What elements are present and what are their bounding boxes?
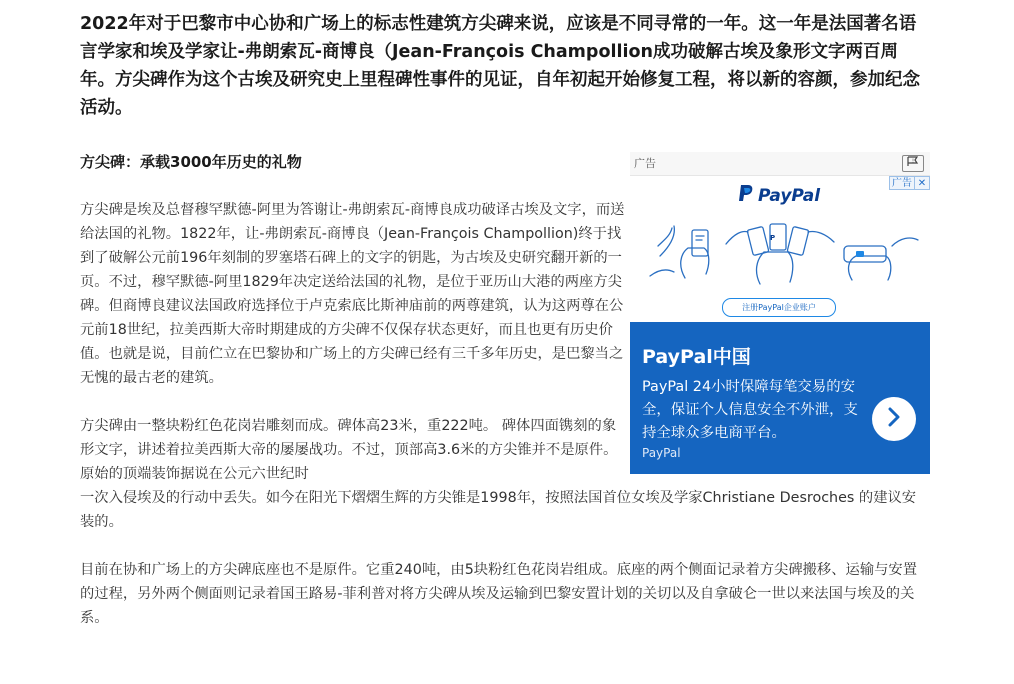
section-heading: 方尖碑：承载3000年历史的礼物	[80, 153, 302, 171]
ad-tag-label: 广告	[889, 176, 915, 190]
svg-text:P: P	[770, 234, 776, 242]
article-paragraph-2-continued: 一次入侵埃及的行动中丢失。如今在阳光下熠熠生辉的方尖锥是1998年，按照法国首位女埃及学家Christiane Desroches 的建议安装的。	[80, 490, 917, 530]
text-column	[80, 198, 625, 486]
ad-header	[630, 152, 930, 176]
article-paragraph-3: 目前在协和广场上的方尖碑底座也不是原件。它重240吨，由5块粉红色花岗岩组成。底座的两个侧面记录着方尖碑搬移、运输与安置的过程，另外两个侧面则记录着国王路易-菲利普对将方尖碑从埃及运输到巴黎安置计划的关切以及自拿破仑一世以来法国与埃及的关系。	[80, 562, 918, 626]
report-flag-icon[interactable]	[902, 155, 924, 172]
ad-creative[interactable]	[630, 176, 930, 474]
ad-title[interactable]: PayPal中国	[642, 346, 751, 368]
article-paragraph-2: 方尖碑由一整块粉红色花岗岩雕刻而成。碑体高23米，重222吨。 碑体四面镌刻的象形文字，讲述着拉美西斯大帝的屡屡战功。不过，顶部高3.6米的方尖锥并不是原件。原始的顶端装饰据说在公元六世纪时	[80, 418, 618, 482]
paypal-logo-icon	[738, 184, 754, 207]
article-paragraph-1: 方尖碑是埃及总督穆罕默德-阿里为答谢让-弗朗索瓦-商博良成功破译古埃及文字，而送给法国的礼物。1822年，让-弗朗索瓦-商博良（Jean-François Champollion)终于找到了破解公元前196年刻制的罗塞塔石碑上的文字的钥匙，为古埃及史研究翻开新的一页。不过，穆罕默德-阿里1829年决定送给法国的礼物，是位于亚历山大港的两座方尖碑。但商博良建议法国政府选择位于卢克索底比斯神庙前的两尊建筑，认为这两尊在公元前18世纪，拉美西斯大帝时期建成的方尖碑不仅保存状态更好，而且也更有历史价值。也就是说，目前伫立在巴黎协和广场上的方尖碑已经有三千多年历史，是巴黎当之无愧的最古老的建筑。	[80, 202, 625, 386]
ad-brand-name: PayPal	[642, 446, 681, 460]
ad-choice-tag[interactable]	[889, 176, 930, 190]
close-icon[interactable]: ✕	[915, 176, 930, 190]
register-business-account-button[interactable]: 注册PayPal企业账户	[722, 298, 836, 317]
chevron-right-icon	[886, 407, 902, 431]
svg-text:!: !	[912, 158, 915, 165]
ad-header-label: 广告	[634, 157, 656, 170]
ad-illustration-panel	[630, 176, 930, 322]
article-lead: 2022年对于巴黎市中心协和广场上的标志性建筑方尖碑来说，应该是不同寻常的一年。这一年是法国著名语言学家和埃及学家让-弗朗索瓦-商博良（Jean-François Champollion成功破解古埃及象形文字两百周年。方尖碑作为这个古埃及研究史上里程碑性事件的见证，自年初起开始修复工程，将以新的容颜，参加纪念活动。	[80, 14, 920, 118]
paypal-logo	[738, 184, 820, 207]
paypal-illustration	[630, 216, 930, 291]
ad-next-button[interactable]	[872, 397, 916, 441]
ad-description: PayPal 24小时保障每笔交易的安全，保证个人信息安全不外泄，支持全球众多电商平台。	[642, 379, 858, 441]
paypal-logo-text: PayPal	[758, 185, 821, 206]
advertisement[interactable]	[630, 152, 930, 474]
